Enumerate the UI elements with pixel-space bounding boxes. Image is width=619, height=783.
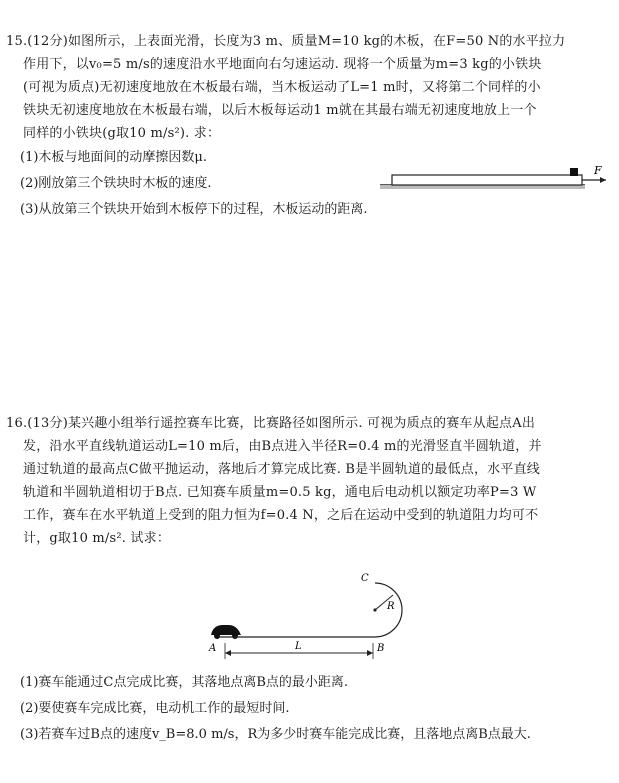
length-label: L [295,641,302,652]
problem-16-line-4: 轨道和半圆轨道相切于B点. 已知赛车质量m=0.5 kg，通电后电动机以额定功率P=3 W [23,485,537,500]
force-label: F [594,164,602,177]
problem-16-figure [205,565,425,665]
iron-block [570,168,578,176]
wooden-board [392,175,582,185]
point-a-label: A [209,643,217,654]
problem-16-line-3: 通过轨道的最高点C做平抛运动，落地后才算完成比赛. B是半圆轨道的最低点，水平直线 [23,462,540,477]
problem-16 [6,412,610,550]
ground-hatch [380,185,585,189]
problem-15-line-5: 同样的小铁块(g取10 m/s²). 求： [23,126,221,141]
problem-16-line-2: 发，沿水平直线轨道运动L=10 m后，由B点进入半径R=0.4 m的光滑竖直半圆轨道，并 [23,439,542,454]
problem-16-line-1: 16.(13分)某兴趣小组举行遥控赛车比赛，比赛路径如图所示. 可视为质点的赛车从起点A出 [6,416,536,431]
problem-15-figure [380,160,610,200]
problem-15-line-4: 铁块无初速度地放在木板最右端，以后木板每运动1 m就在其最右端无初速度地放上一个 [23,103,537,118]
problem-15-line-1: 15.(12分)如图所示，上表面光滑，长度为3 m、质量M=10 kg的木板，在F=50 N的水平拉力 [6,34,566,49]
length-arrow-right [367,650,373,656]
problem-16-question-3: (3)若赛车过B点的速度v_B=8.0 m/s，R为多少时赛车能完成比赛，且落地点离B点最大. [20,727,531,742]
problem-16-question-2: (2)要使赛车完成比赛，电动机工作的最短时间. [20,701,290,716]
problem-15-question-3: (3)从放第三个铁块开始到木板停下的过程，木板运动的距离. [20,202,368,217]
problem-16-line-6: 计，g取10 m/s². 试求： [23,531,171,546]
problem-15-line-2: 作用下，以v₀=5 m/s的速度沿水平地面向右匀速运动. 现将一个质量为m=3 kg的小铁块 [23,57,542,72]
point-b-label: B [377,643,385,654]
problem-16-question-1: (1)赛车能通过C点完成比赛，其落地点离B点的最小距离. [20,675,349,690]
problem-16-line-5: 工作，赛车在水平轨道上受到的阻力恒为f=0.4 N，之后在运动中受到的轨道阻力均可不 [23,508,539,523]
problem-15-line-3: (可视为质点)无初速度地放在木板最右端，当木板运动了L=1 m时，又将第二个同样的小 [23,80,541,95]
problem-15-question-1: (1)木板与地面间的动摩擦因数μ. [20,150,207,165]
problem-15-question-2: (2)刚放第三个铁块时木板的速度. [20,176,212,191]
problem-16-questions [6,670,610,748]
radius-label: R [387,601,395,612]
point-c-label: C [361,573,369,584]
length-arrow-left [225,650,231,656]
force-arrow-head [600,177,606,183]
